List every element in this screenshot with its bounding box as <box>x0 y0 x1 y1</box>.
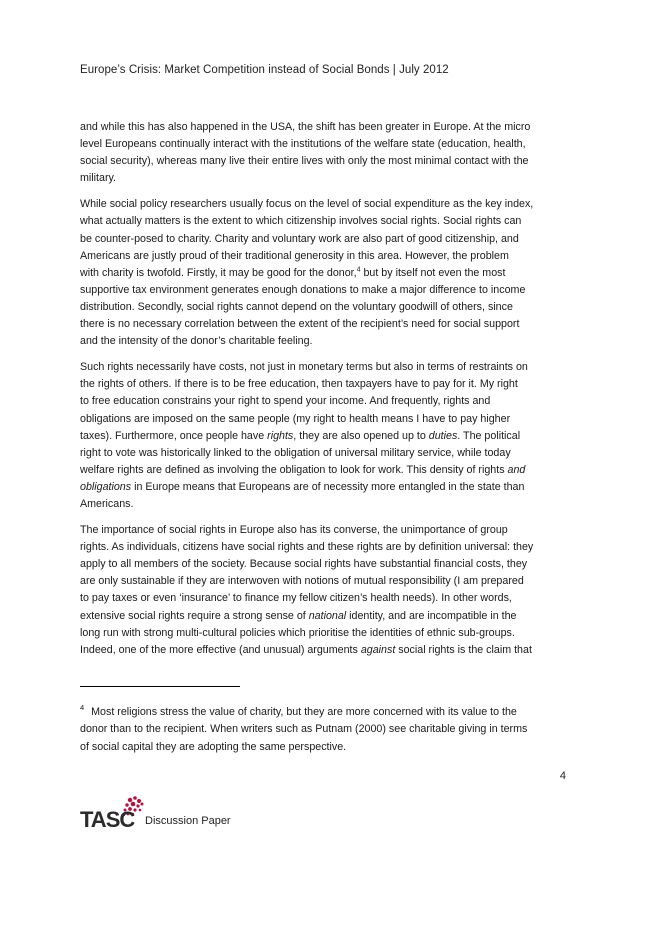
text-segment: but by itself not even the most <box>360 266 506 279</box>
text-line: there is no necessary correlation between the extent of the recipient’s need for social support <box>80 318 520 331</box>
text-segment: Indeed, one of the more effective (and unusual) arguments <box>80 643 361 656</box>
italic-term: and <box>507 463 526 476</box>
text-line: apply to all members of the society. Because social rights have substantial financial costs, they <box>80 558 528 571</box>
text-line <box>80 608 580 625</box>
paragraph-1 <box>80 119 580 187</box>
italic-term: against <box>360 643 396 656</box>
text-line: Such rights necessarily have costs, not just in monetary terms but also in terms of restraints on <box>80 361 528 374</box>
text-line <box>80 479 580 496</box>
logo-text: TASC <box>80 807 135 832</box>
running-header: Europe’s Crisis: Market Competition instead of Social Bonds | July 2012 <box>80 64 449 76</box>
text-line: long run with strong multi-cultural policies which prioritise the identities of ethnic sub-groups. <box>80 626 515 639</box>
text-line: are only sustainable if they are interwoven with notions of mutual responsibility (I am prepared <box>80 575 524 588</box>
footer-label: Discussion Paper <box>145 815 231 827</box>
footnote-line: donor than to the recipient. When writers such as Putnam (2000) see charitable giving in terms <box>80 723 528 736</box>
text-segment: taxes). Furthermore, once people have <box>80 429 268 442</box>
tasc-logo <box>80 794 152 834</box>
text-line: social security), whereas many live their entire lives with only the most minimal contact with the <box>80 155 529 168</box>
text-line: be counter-posed to charity. Charity and voluntary work are also part of good citizenship, and <box>80 232 519 245</box>
text-line: Americans are justly proud of their traditional generosity in this area. However, the problem <box>80 249 509 262</box>
text-segment: identity, and are incompatible in the <box>346 609 517 622</box>
text-line: to free education constrains your right to spend your income. And frequently, rights and <box>80 395 491 408</box>
text-line: Americans. <box>80 497 134 510</box>
text-segment: , they are also opened up to <box>293 429 429 442</box>
body-text <box>80 119 580 668</box>
footnote <box>80 704 580 756</box>
footnote-line <box>80 704 580 721</box>
text-line: and while this has also happened in the USA, the shift has been greater in Europe. At the micro <box>80 121 531 133</box>
text-line: level Europeans continually interact with the institutions of the welfare state (education, health, <box>80 138 526 151</box>
paragraph-2 <box>80 196 580 350</box>
paragraph-3 <box>80 359 580 513</box>
text-line <box>80 642 580 659</box>
text-line: obligations are imposed on the same people (my right to health means I have to pay higher <box>80 412 511 425</box>
italic-term: obligations <box>80 480 132 493</box>
italic-term: duties <box>428 429 458 442</box>
text-line: and the intensity of the donor’s charitable feeling. <box>80 335 313 348</box>
text-line <box>80 462 580 479</box>
footnote-reference[interactable]: 4 <box>356 266 361 274</box>
text-segment: Most religions stress the value of charity, but they are more concerned with its value to the <box>88 706 517 718</box>
text-line <box>80 428 580 445</box>
text-line: right to vote was historically linked to the obligation of universal military service, while today <box>80 446 511 459</box>
text-line: military. <box>80 172 117 185</box>
text-line: While social policy researchers usually focus on the level of social expenditure as the key index, <box>80 198 534 211</box>
text-segment: with charity is twofold. Firstly, it may be good for the donor, <box>80 266 357 279</box>
text-segment: social rights is the claim that <box>395 643 532 656</box>
page-number: 4 <box>559 770 566 782</box>
text-line: supportive tax environment generates enough donations to make a major difference to income <box>80 283 526 296</box>
italic-term: rights <box>267 429 294 442</box>
text-line: rights. As individuals, citizens have social rights and these rights are by definition universal: they <box>80 541 534 554</box>
text-segment: . The political <box>457 429 521 442</box>
text-segment: welfare rights are defined as involving the obligation to look for work. This density of rights <box>80 463 508 476</box>
footnote-separator <box>80 686 240 687</box>
text-line <box>80 265 580 282</box>
text-line: The importance of social rights in Europe also has its converse, the unimportance of group <box>80 524 508 537</box>
footnote-number: 4 <box>80 703 85 713</box>
text-segment: in Europe means that Europeans are of necessity more entangled in the state than <box>131 480 525 493</box>
footnote-line: of social capital they are adopting the same perspective. <box>80 740 347 753</box>
italic-term: national <box>308 609 347 622</box>
text-segment: extensive social rights require a strong sense of <box>80 609 309 622</box>
text-line: the rights of others. If there is to be free education, then taxpayers have to pay for it. My right <box>80 378 518 391</box>
text-line: what actually matters is the extent to which citizenship involves social rights. Social rights can <box>80 215 522 228</box>
text-line: to pay taxes or even ‘insurance’ to finance my fellow citizen’s health needs). In other words, <box>80 592 512 605</box>
text-line: distribution. Secondly, social rights cannot depend on the voluntary goodwill of others, since <box>80 300 513 313</box>
paragraph-4 <box>80 522 580 659</box>
